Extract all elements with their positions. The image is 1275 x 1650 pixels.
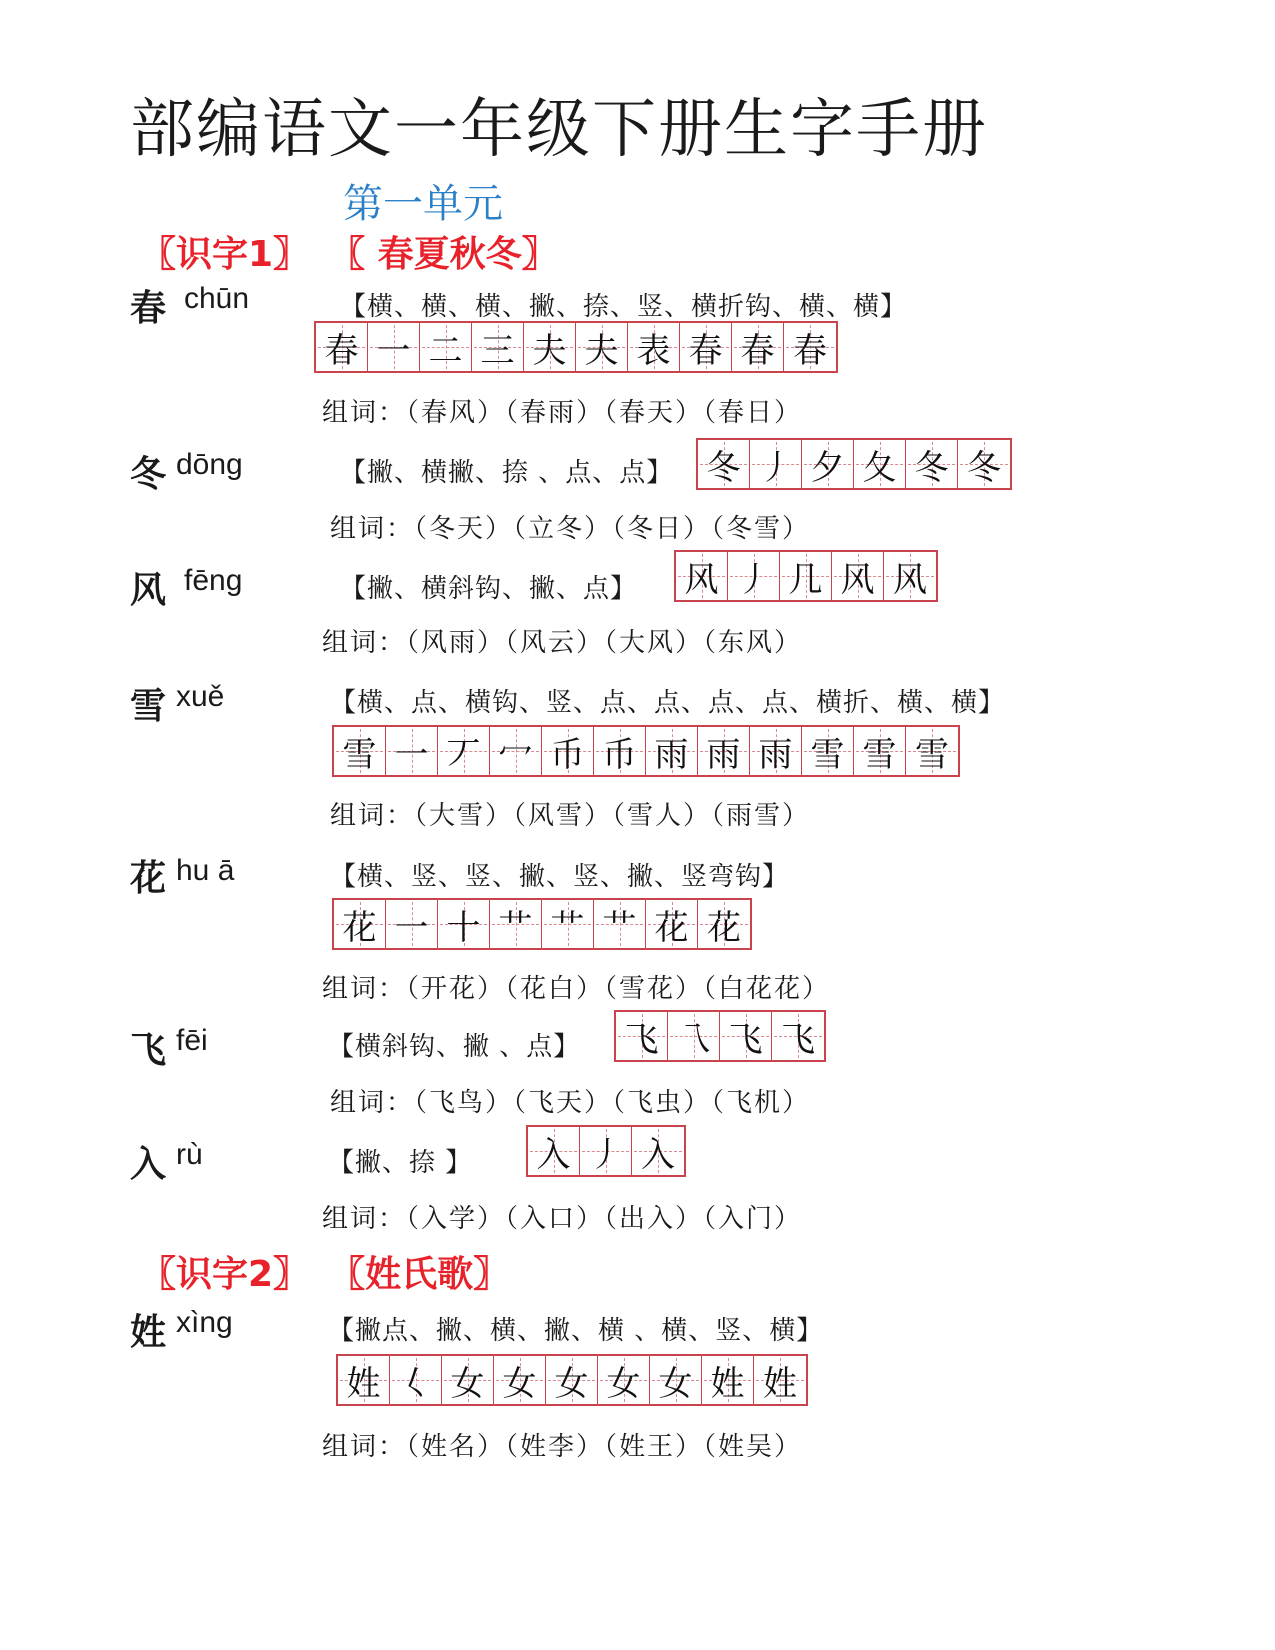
stroke-cell-glyph: 丿 [736,559,771,600]
stroke-cell-glyph: 入 [536,1134,571,1175]
stroke-cell-glyph: 雨 [654,734,689,775]
stroke-cell-glyph: 风 [840,559,875,600]
stroke-cell [832,552,884,600]
entry-strokes: 【横斜钩、撇 、点】 [328,1032,581,1062]
stroke-cell-glyph: 币 [550,734,585,775]
stroke-cell [676,552,728,600]
stroke-cell [542,727,594,775]
stroke-cell [576,323,628,371]
stroke-cell-glyph: 乁 [676,1019,711,1060]
lesson-label: 〖识字1〗 [140,234,310,275]
stroke-order-grid [332,725,960,777]
stroke-cell-glyph: 姓 [346,1363,381,1404]
lesson-name: 〖姓氏歌〗 [329,1254,510,1295]
stroke-cell-glyph: 春 [740,330,775,371]
stroke-cell-glyph: 春 [793,330,827,371]
stroke-cell [906,727,958,775]
entry-pinyin: xìng [176,1306,233,1339]
stroke-cell [438,727,490,775]
stroke-cell [802,727,854,775]
entry-words: 组词：（风雨）（风云）（大风）（东风） [322,628,803,658]
entry-char: 花 [130,857,167,899]
stroke-cell-glyph: 女 [502,1363,537,1404]
stroke-cell-glyph: 夫 [584,330,619,371]
entry-words: 组词：（冬天）（立冬）（冬日）（冬雪） [330,514,811,544]
entry-pinyin: fēng [184,564,243,597]
stroke-cell [494,1356,546,1404]
entry-strokes: 【撇、横撇、捺 、点、点】 [340,458,674,488]
entry-strokes: 【横、横、横、撇、捺、竖、横折钩、横、横】 [340,292,908,322]
stroke-cell [528,1127,580,1175]
stroke-cell-glyph: 夂 [862,447,897,488]
stroke-cell-glyph: 币 [602,734,637,775]
stroke-cell-glyph: 入 [641,1134,675,1175]
stroke-cell [720,1012,772,1060]
stroke-cell [442,1356,494,1404]
stroke-cell-glyph: 飞 [624,1019,659,1060]
stroke-cell-glyph: 夫 [532,330,567,371]
entry-char: 雪 [130,685,167,727]
stroke-cell [632,1127,684,1175]
stroke-cell [472,323,524,371]
entry-strokes: 【撇、横斜钩、撇、点】 [340,574,638,604]
stroke-cell [668,1012,720,1060]
stroke-cell [646,727,698,775]
entry-char: 春 [130,287,167,329]
stroke-cell-glyph: 丿 [758,447,793,488]
stroke-cell [598,1356,650,1404]
lesson-heading [140,1246,509,1297]
stroke-cell-glyph: 雨 [758,734,793,775]
stroke-cell-glyph: 艹 [602,907,637,948]
entry-words: 组词：（入学）（入口）（出入）（入门） [322,1204,803,1234]
stroke-cell [750,727,802,775]
stroke-cell [390,1356,442,1404]
stroke-cell-glyph: 姓 [763,1363,797,1404]
stroke-cell-glyph: 三 [480,330,515,371]
stroke-cell [594,900,646,948]
stroke-cell-glyph: 花 [654,907,689,948]
stroke-cell [958,440,1010,488]
stroke-cell [368,323,420,371]
stroke-cell-glyph: 花 [707,907,741,948]
stroke-cell [680,323,732,371]
stroke-cell-glyph: 风 [684,559,719,600]
stroke-cell [420,323,472,371]
stroke-cell [750,440,802,488]
stroke-cell-glyph: 丿 [588,1134,623,1175]
stroke-cell [854,727,906,775]
stroke-cell-glyph: 飞 [728,1019,763,1060]
stroke-order-grid [674,550,938,602]
stroke-cell [580,1127,632,1175]
stroke-cell-glyph: 一 [394,907,429,948]
stroke-cell-glyph: 冬 [967,447,1001,488]
stroke-order-grid [336,1354,808,1406]
stroke-cell-glyph: 飞 [781,1019,815,1060]
stroke-cell [728,552,780,600]
entry-char: 姓 [130,1311,167,1353]
stroke-cell-glyph: 冖 [498,734,533,775]
entry-words: 组词：（飞鸟）（飞天）（飞虫）（飞机） [330,1088,811,1118]
stroke-cell [780,552,832,600]
stroke-cell [732,323,784,371]
stroke-cell-glyph: 一 [394,734,429,775]
stroke-cell [772,1012,824,1060]
stroke-order-grid [314,321,838,373]
stroke-cell [698,440,750,488]
entry-pinyin: fēi [176,1024,208,1057]
stroke-cell [784,323,836,371]
stroke-cell [490,727,542,775]
stroke-order-grid [332,898,752,950]
stroke-cell [386,900,438,948]
lesson-label: 〖识字2〗 [140,1254,310,1295]
entry-pinyin: rù [176,1138,203,1171]
entry-strokes: 【横、竖、竖、撇、竖、撇、竖弯钩】 [330,862,790,892]
stroke-cell [698,727,750,775]
stroke-cell [906,440,958,488]
entry-strokes: 【撇点、撇、横、撇、横 、横、竖、横】 [328,1316,824,1346]
stroke-cell [854,440,906,488]
stroke-cell-glyph: 表 [636,330,671,371]
stroke-order-grid [614,1010,826,1062]
stroke-cell [754,1356,806,1404]
stroke-cell [334,900,386,948]
stroke-order-grid [526,1125,686,1177]
stroke-cell-glyph: 冬 [706,447,741,488]
entry-char: 冬 [130,453,167,495]
stroke-cell-glyph: 雪 [915,734,949,775]
stroke-cell [546,1356,598,1404]
entry-words: 组词：（开花）（花白）（雪花）（白花花） [322,974,831,1004]
stroke-cell [884,552,936,600]
entry-strokes: 【撇、捺 】 [328,1148,473,1178]
stroke-cell-glyph: 雪 [342,734,377,775]
stroke-cell [702,1356,754,1404]
stroke-cell-glyph: 冬 [914,447,949,488]
stroke-cell [490,900,542,948]
entry-pinyin: dōng [176,448,243,481]
stroke-cell [316,323,368,371]
stroke-cell [438,900,490,948]
stroke-cell-glyph: 女 [606,1363,641,1404]
lesson-name: 〖 春夏秋冬〗 [329,234,558,275]
stroke-cell [698,900,750,948]
stroke-cell [338,1356,390,1404]
stroke-cell-glyph: 𡿨 [398,1363,433,1404]
entry-words: 组词：（春风）（春雨）（春天）（春日） [322,398,803,428]
stroke-cell-glyph: 姓 [710,1363,745,1404]
stroke-cell-glyph: 艹 [498,907,533,948]
stroke-cell [628,323,680,371]
stroke-cell [386,727,438,775]
stroke-cell-glyph: 二 [428,330,463,371]
stroke-cell-glyph: 艹 [550,907,585,948]
stroke-cell-glyph: 夕 [810,447,845,488]
stroke-cell-glyph: 十 [446,907,481,948]
stroke-cell-glyph: 雪 [862,734,897,775]
stroke-cell-glyph: 女 [554,1363,589,1404]
stroke-cell-glyph: 花 [342,907,377,948]
stroke-cell [616,1012,668,1060]
stroke-order-grid [696,438,1012,490]
entry-char: 入 [130,1143,167,1185]
stroke-cell-glyph: 风 [893,559,927,600]
stroke-cell [802,440,854,488]
stroke-cell-glyph: 春 [688,330,723,371]
entry-strokes: 【横、点、横钩、竖、点、点、点、点、横折、横、横】 [330,688,1006,718]
stroke-cell-glyph: 几 [788,559,823,600]
stroke-cell-glyph: 一 [376,330,411,371]
stroke-cell [594,727,646,775]
entry-words: 组词：（姓名）（姓李）（姓王）（姓吴） [322,1432,803,1462]
entry-pinyin: xuě [176,680,225,713]
stroke-cell-glyph: 雨 [706,734,741,775]
entry-char: 飞 [130,1029,167,1071]
lesson-heading [140,226,558,277]
unit-heading: 第一单元 [343,181,503,227]
stroke-cell [646,900,698,948]
stroke-cell-glyph: 春 [324,330,359,371]
stroke-cell-glyph: 女 [658,1363,693,1404]
stroke-cell [524,323,576,371]
stroke-cell-glyph: 雪 [810,734,845,775]
stroke-cell [650,1356,702,1404]
stroke-cell-glyph: 丆 [446,734,481,775]
entry-pinyin: hu ā [176,854,235,887]
entry-char: 风 [130,569,167,611]
entry-words: 组词：（大雪）（风雪）（雪人）（雨雪） [330,801,811,831]
stroke-cell [542,900,594,948]
page-title: 部编语文一年级下册生字手册 [130,93,988,167]
stroke-cell-glyph: 女 [450,1363,485,1404]
entry-pinyin: chūn [184,282,250,315]
stroke-cell [334,727,386,775]
